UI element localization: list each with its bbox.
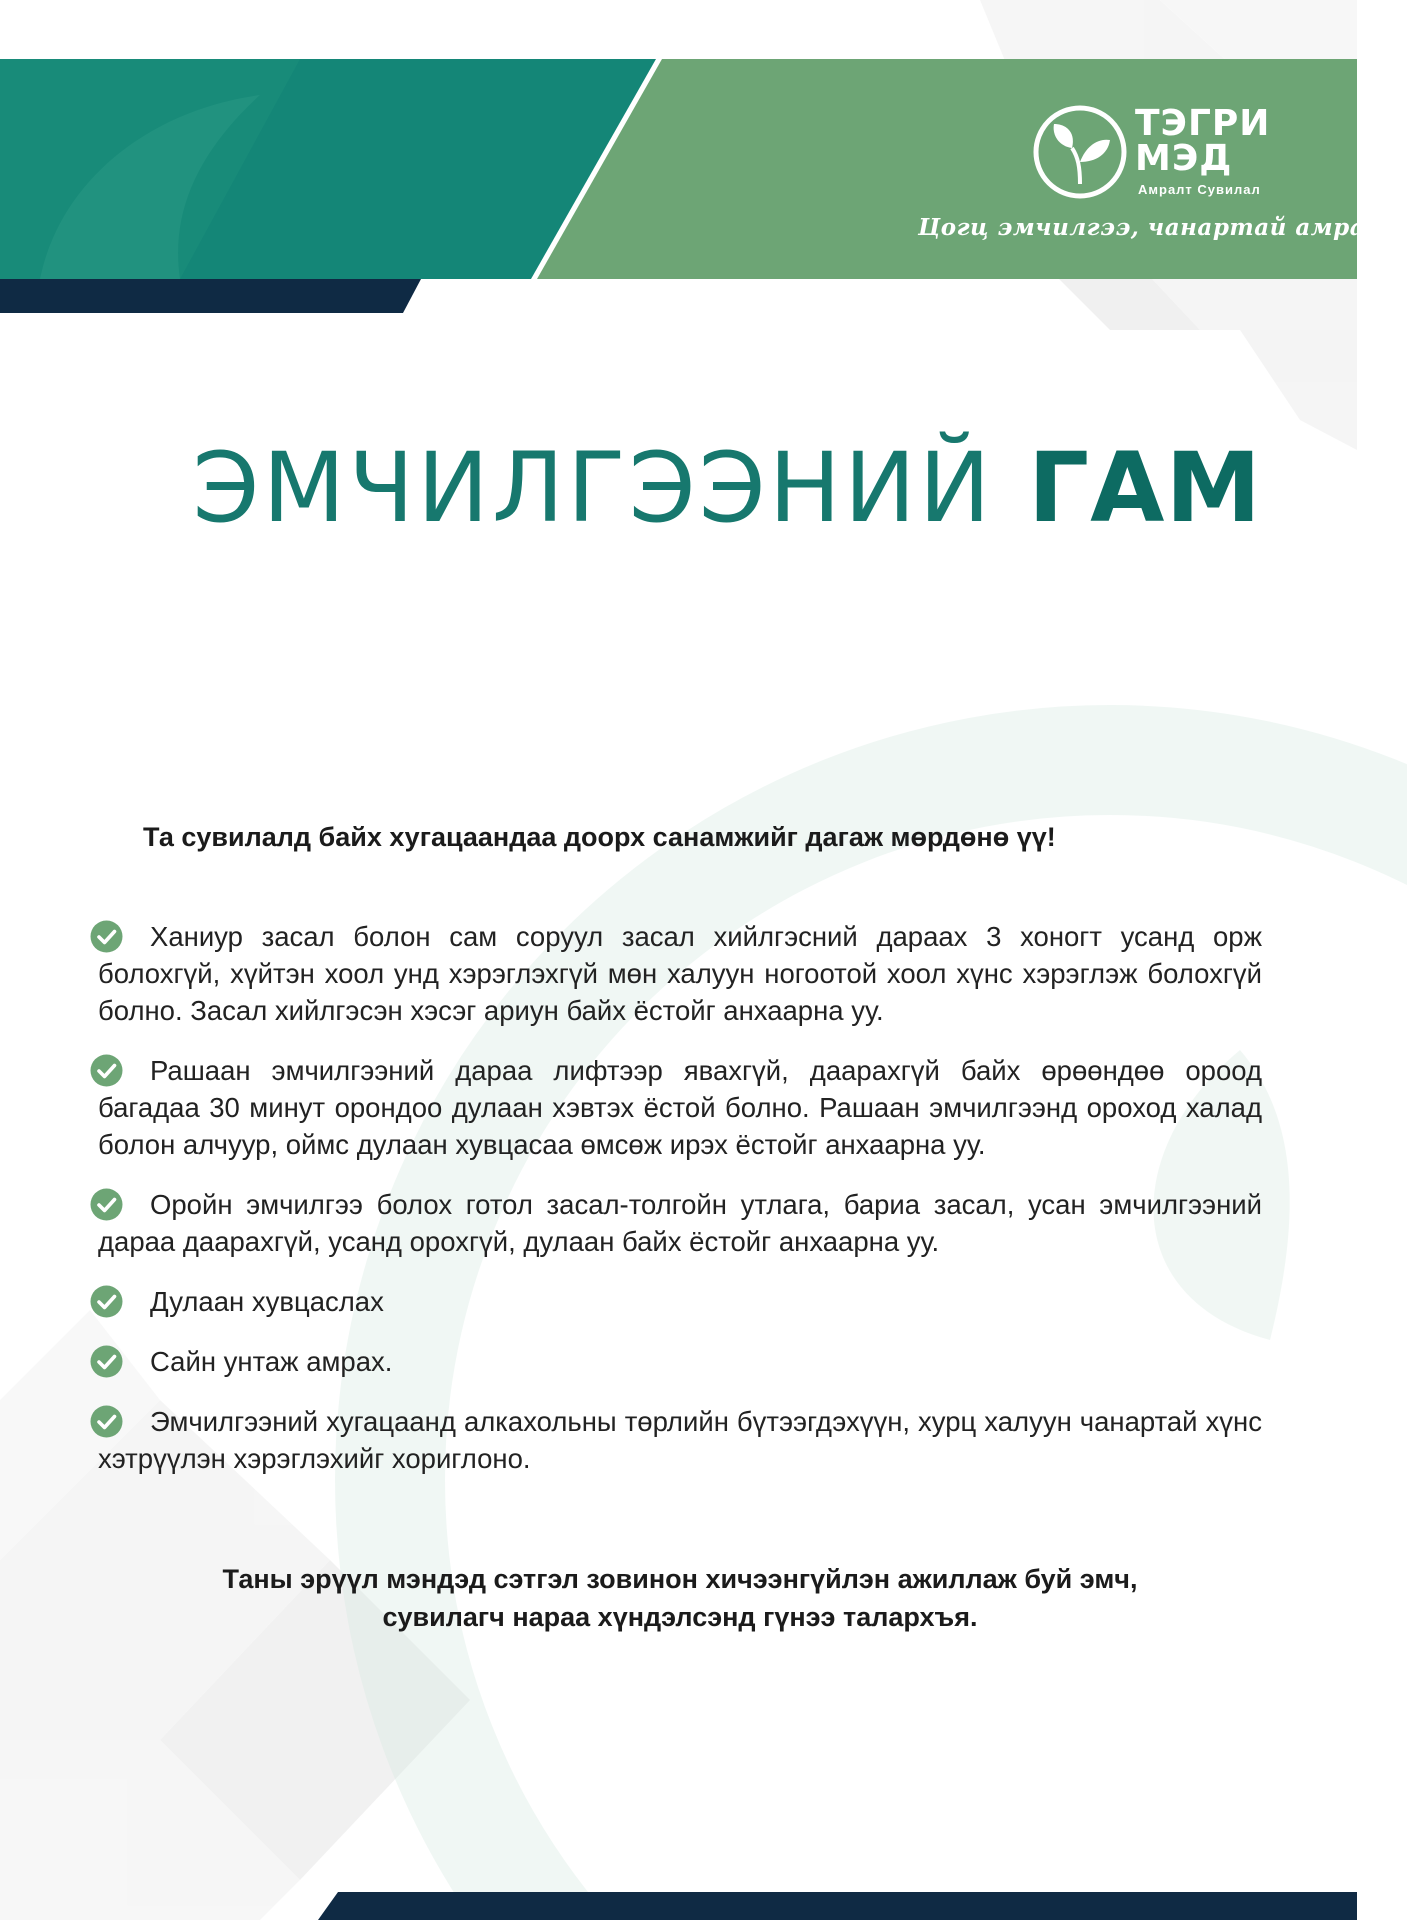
logo-name-line2: МЭД (1135, 138, 1233, 179)
check-circle-icon (90, 1285, 123, 1318)
title-light: ЭМЧИЛГЭЭНИЙ (192, 432, 994, 544)
logo-subtitle: Амралт Сувилал (1138, 182, 1261, 197)
list-item-text: Оройн эмчилгээ болох готол засал-толгойн утлага, бариа засал, усан эмчилгээний дараа даарахгүй, усанд орохгүй, дулаан байх ёстойг анхаарна уу. (98, 1189, 1262, 1257)
list-item (90, 1343, 1262, 1380)
list-item (90, 1403, 1262, 1477)
list-item-text: Ханиур засал болон сам соруул засал хийлгэсний дараах 3 хоногт усанд орж болохгүй, хүйтэн хоол унд хэрэглэхгүй мөн халуун ногоотой хоол хүнс хэрэглэж болохгүй болно. Засал хийлгэсэн хэсэг ариун байх ёстойг анхаарна уу. (98, 921, 1262, 1026)
list-item (90, 1186, 1262, 1260)
slogan: Цогц эмчилгээ, чанартай амралт (918, 214, 1407, 241)
logo-name-line1: ТЭГРИ (1135, 103, 1271, 144)
header-navy-strip (0, 279, 421, 313)
check-circle-icon (90, 1345, 123, 1378)
check-circle-icon (90, 1188, 123, 1221)
list-item (90, 1283, 1262, 1320)
closing-line2: сувилагч нараа хүндэлсэнд гүнээ талархъя. (382, 1602, 978, 1632)
intro-text: Та сувилалд байх хугацаандаа доорх санамжийг дагаж мөрдөнө үү! (143, 822, 1056, 852)
title-bold: ГАМ (1028, 432, 1262, 544)
page-title (192, 428, 1262, 548)
list-item-text: Рашаан эмчилгээний дараа лифтээр явахгүй, даарахгүй байх өрөөндөө ороод багадаа 30 минут орондоо дулаан хэвтэх ёстой болно. Рашаан эмчилгээнд ороход халад болон алчуур, оймс дулаан хувцасаа өмсөж ирэх ёстойг анхаарна уу. (98, 1055, 1262, 1160)
check-circle-icon (90, 1054, 123, 1087)
list-item-text: Дулаан хувцаслах (150, 1286, 384, 1317)
list-item-text: Эмчилгээний хугацаанд алкахольны төрлийн бүтээгдэхүүн, хурц халуун чанартай хүнс хэтрүүлэн хэрэглэхийг хориглоно. (98, 1406, 1262, 1474)
sprout-circle-icon (1030, 102, 1130, 202)
brand-logo (1025, 100, 1295, 210)
check-circle-icon (90, 1405, 123, 1438)
advice-list (90, 918, 1262, 1500)
list-item-text: Сайн унтаж амрах. (150, 1346, 393, 1377)
closing-text (150, 1560, 1210, 1636)
list-item (90, 1052, 1262, 1163)
footer-navy-bar (0, 1892, 1357, 1920)
list-item (90, 918, 1262, 1029)
check-circle-icon (90, 920, 123, 953)
closing-line1: Таны эрүүл мэндэд сэтгэл зовинон хичээнгүйлэн ажиллаж буй эмч, (222, 1564, 1138, 1594)
logo-name (1135, 103, 1271, 179)
